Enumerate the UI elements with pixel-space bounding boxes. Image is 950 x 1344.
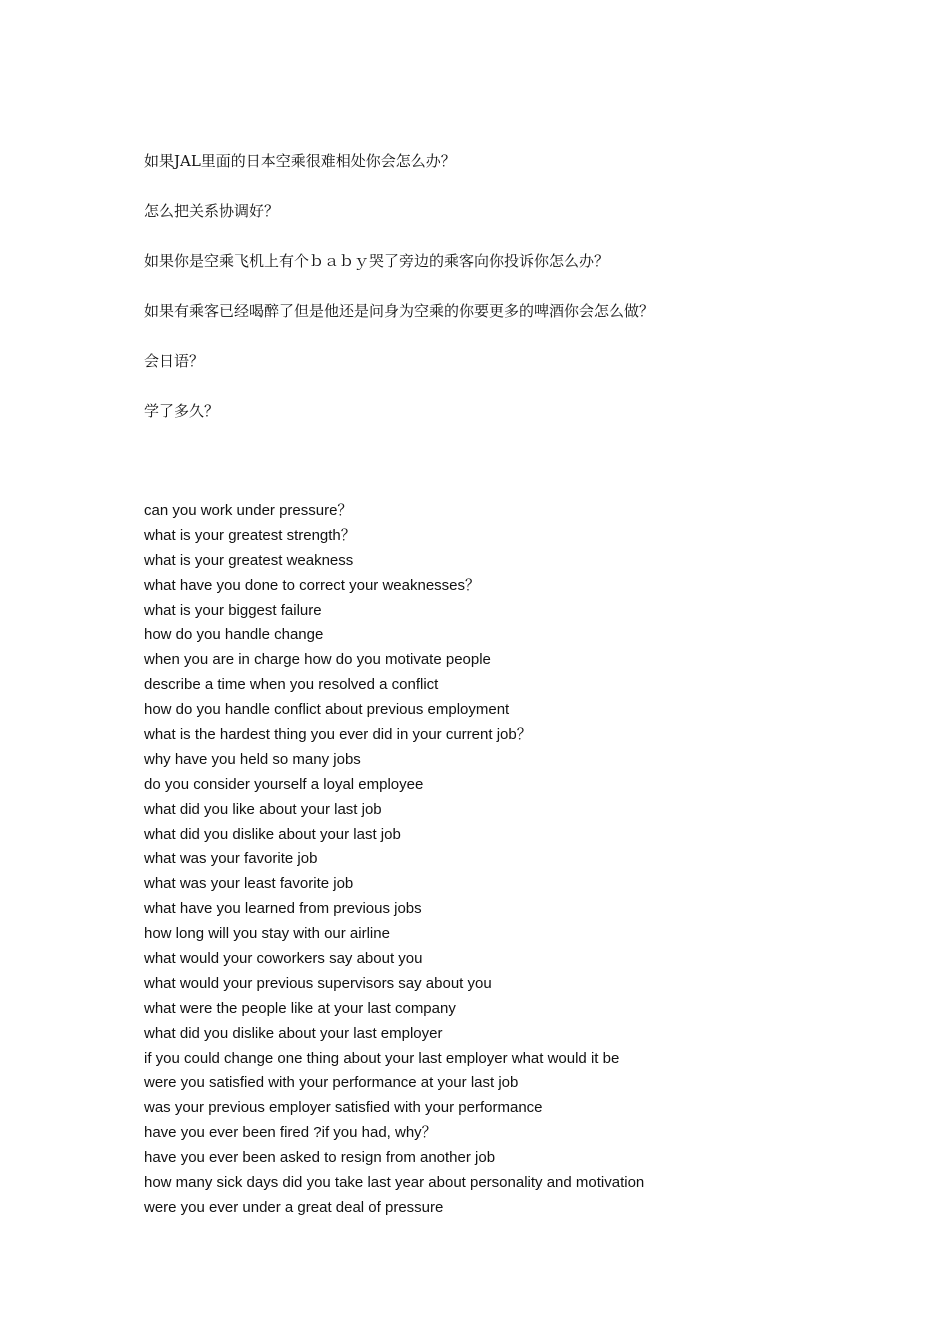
english-question: was your previous employer satisfied with your performance: [144, 1099, 543, 1117]
english-question: do you consider yourself a loyal employee: [144, 775, 424, 793]
chinese-question: 会日语？: [144, 352, 205, 370]
english-question: what is your greatest weakness: [144, 551, 354, 569]
english-question: what did you dislike about your last employer: [144, 1024, 443, 1042]
english-question: how long will you stay with our airline: [144, 925, 390, 943]
english-question: were you ever under a great deal of pressure: [144, 1198, 444, 1216]
english-question: what would your coworkers say about you: [144, 950, 423, 968]
english-question: how do you handle change: [144, 626, 324, 644]
english-question: describe a time when you resolved a conflict: [144, 676, 439, 694]
chinese-question: 怎么把关系协调好？: [144, 202, 280, 220]
english-question: what have you learned from previous jobs: [144, 900, 422, 918]
english-questions-section: [144, 499, 844, 1221]
chinese-question: 如果有乘客已经喝醉了但是他还是问身为空乘的你要更多的啤酒你会怎么做？: [144, 302, 655, 320]
english-question: what was your favorite job: [144, 850, 318, 868]
english-question: what did you like about your last job: [144, 800, 382, 818]
english-question: what is your greatest strength？: [144, 526, 356, 544]
english-question: have you ever been fired ?if you had, why？: [144, 1124, 437, 1142]
english-question: what would your previous supervisors say about you: [144, 974, 492, 992]
english-question: what is your biggest failure: [144, 601, 322, 619]
english-question: why have you held so many jobs: [144, 750, 361, 768]
english-question: how many sick days did you take last year about personality and motivation: [144, 1174, 645, 1192]
english-question: how do you handle conflict about previous employment: [144, 701, 510, 719]
english-question: what was your least favorite job: [144, 875, 354, 893]
chinese-questions-section: [144, 149, 844, 449]
chinese-question: 如果你是空乘飞机上有个ｂａｂｙ哭了旁边的乘客向你投诉你怎么办？: [144, 252, 610, 270]
english-question: when you are in charge how do you motivate people: [144, 651, 491, 669]
english-question: what have you done to correct your weaknesses？: [144, 576, 481, 594]
chinese-question: 学了多久？: [144, 402, 220, 420]
english-question: can you work under pressure？: [144, 502, 353, 519]
english-question: what did you dislike about your last job: [144, 825, 401, 843]
english-question: have you ever been asked to resign from another job: [144, 1149, 496, 1167]
english-question: what is the hardest thing you ever did in your current job？: [144, 726, 532, 744]
chinese-question: 如果JAL里面的日本空乘很难相处你会怎么办？: [144, 152, 456, 170]
english-question: if you could change one thing about your last employer what would it be: [144, 1049, 620, 1067]
english-question: what were the people like at your last company: [144, 999, 456, 1017]
english-question: were you satisfied with your performance at your last job: [144, 1074, 519, 1092]
